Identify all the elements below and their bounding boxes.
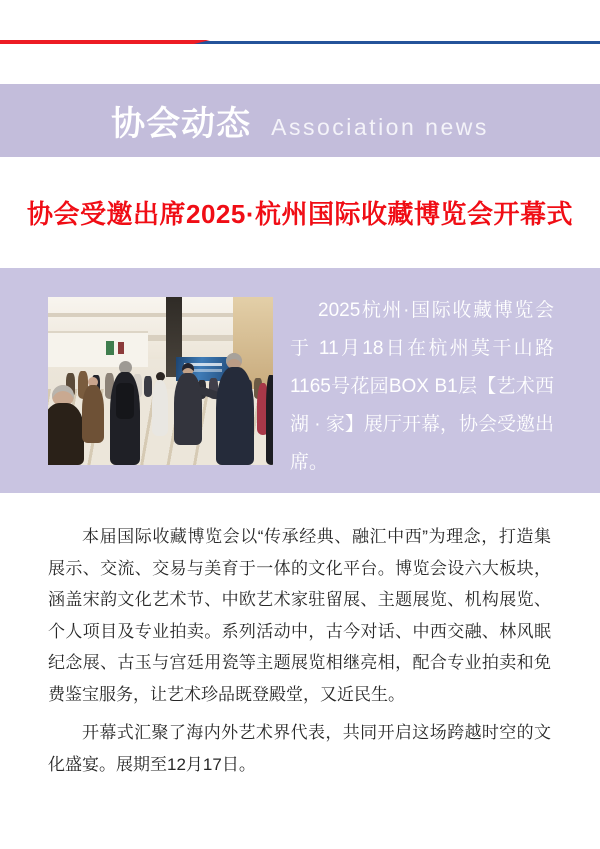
banner-subtitle: Association news	[271, 114, 489, 140]
feature-caption: 2025杭州·国际收藏博览会于 11月18日在杭州莫干山路1165号花园BOX B1层【艺术西湖 · 家】展厅开幕，协会受邀出席。	[290, 300, 554, 473]
banner-title: 协会动态	[111, 105, 252, 143]
article-paragraph: 开幕式汇聚了海内外艺术界代表，共同开启这场跨越时空的文化盛宴。展期至12月17日。	[48, 723, 551, 774]
photo-figure	[48, 403, 84, 465]
banner-text-line	[111, 96, 489, 145]
feature-section	[0, 268, 600, 493]
photo-storefront	[48, 331, 148, 367]
photo-figure	[152, 380, 168, 436]
photo-figure	[82, 385, 104, 443]
article-headline: 协会受邀出席2025·杭州国际收藏博览会开幕式	[27, 199, 573, 229]
top-divider	[0, 40, 600, 44]
photo-poster-green	[106, 341, 114, 355]
section-banner	[0, 84, 600, 157]
article-paragraph: 本届国际收藏博览会以“传承经典、融汇中西”为理念，打造集展示、交流、交易与美育于一体的文化平台。博览会设六大板块，涵盖宋韵文化艺术节、中欧艺术家驻留展、主题展览、机构展览、个人项目及专业拍卖。系列活动中，古今对话、中西交融、林风眠纪念展、古玉与宫廷用瓷等主题展览相继亮相，配合专业拍卖和免费鉴宝服务，让艺术珍品既登殿堂，又近民生。	[48, 527, 551, 704]
photo-backpack	[116, 383, 134, 419]
photo-poster-red	[118, 342, 124, 354]
photo-figure	[266, 375, 273, 465]
photo-figure	[144, 376, 152, 397]
photo-figure	[216, 367, 254, 465]
photo-figure	[174, 373, 202, 445]
divider-red-segment	[0, 40, 210, 44]
expo-opening-crowd-photo[interactable]	[48, 297, 273, 465]
article-body	[48, 521, 551, 780]
